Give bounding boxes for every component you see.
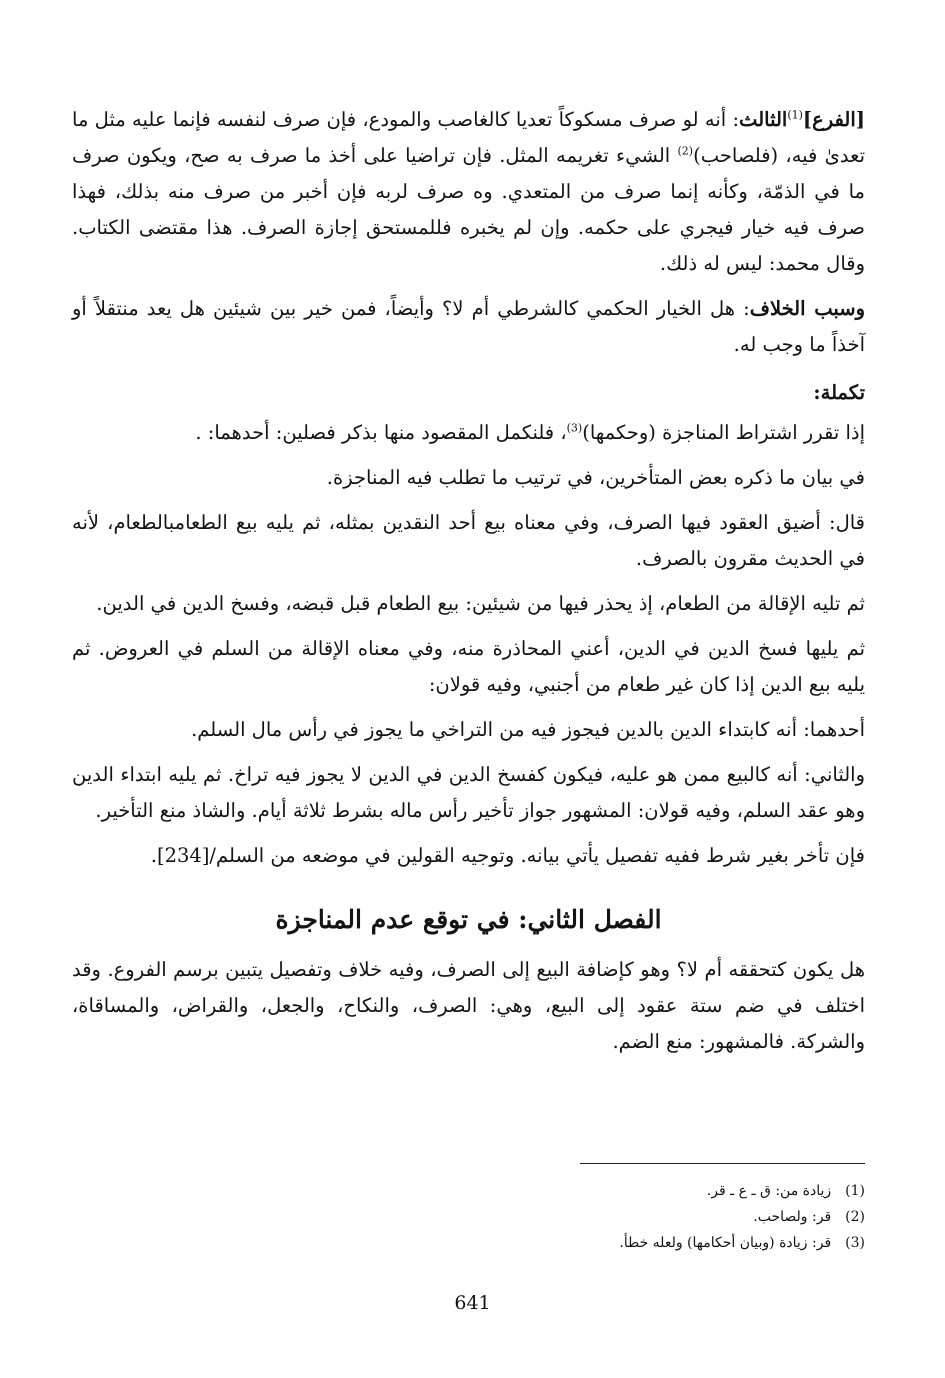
footnote-2-text: قر: ولصاحب.: [753, 1209, 832, 1225]
chapter-title: الفصل الثاني: في توقع عدم المناجزة: [275, 905, 662, 934]
body-text: [72, 102, 865, 1069]
footnote-ref-3: (3): [566, 421, 583, 435]
footnote-2: [480, 1204, 865, 1230]
page-number: 641: [454, 1292, 491, 1314]
paragraph-1-text-a: : أنه لو صرف مسكوكاً تعديا كالغاصب والمودع، فإن صرف لنفسه فإنما عليه مثل ما تعدىٰ فيه، (فلصاحب): [72, 108, 865, 167]
paragraph-3-text-b: ، فلنكمل المقصود منها بذكر فصلين: أحدهما: .: [195, 421, 567, 444]
paragraph-6: ثم تليه الإقالة من الطعام، إذ يحذر فيها من شيئين: بيع الطعام قبل قبضه، وفسخ الدين في الدين.: [96, 592, 865, 615]
paragraph-11: هل يكون كتحققه أم لا؟ وهو كإضافة البيع إلى الصرف، وفيه خلاف وتفصيل يتبين برسم الفروع. وقد اختلف في ضم ستة عقود إلى البيع، وهي: الصرف، والنكاح، والجعل، والقراض، والمساقاة، والشركة. فالمشهور: منع الضم.: [72, 958, 865, 1053]
paragraph-2-lead: وسبب الخلاف: [749, 297, 866, 320]
paragraph-1-lead: [الفرع]: [802, 108, 865, 131]
paragraph-9: والثاني: أنه كالبيع ممن هو عليه، فيكون كفسخ الدين في الدين لا يجوز فيه تراخ. ثم يليه ابتداء الدين وهو عقد السلم، وفيه قولان: المشهور جواز تأخير رأس ماله بشرط ثلاثة أيام. والشاذ منع التأخير.: [72, 763, 865, 822]
paragraph-1: [72, 102, 865, 282]
footnote-2-number: (2): [845, 1209, 865, 1225]
paragraph-1-text-b: الشيء تغريمه المثل. فإن تراضيا على أخذ ما صرف به صح، ويكون صرف ما في الذمّة، وكأنه إنما صرف من المتعدي. وه صرف لربه فإن أخبر من صرف منه بذلك، فهذا صرف فيه خيار فيجري على حكمه. وإن لم يخبره فللمستحق إجازة الصرف. هذا مقتضى الكتاب. وقال محمد: ليس له ذلك.: [72, 144, 865, 275]
footnote-3-text: قر: زيادة (وبيان أحكامها) ولعله خطأ.: [619, 1235, 832, 1251]
footnote-divider: [580, 1163, 865, 1164]
paragraph-3-text-a: إذا تقرر اشتراط المناجزة (وحكمها): [582, 421, 865, 444]
section-heading-takmila: تكملة:: [813, 381, 865, 404]
paragraph-10: فإن تأخر بغير شرط ففيه تفصيل يأتي بيانه. وتوجيه القولين في موضعه من السلم/[234].: [150, 844, 865, 867]
footnote-1-number: (1): [845, 1183, 865, 1199]
footnote-1: [480, 1178, 865, 1204]
footnote-ref-1: (1): [787, 108, 803, 122]
paragraph-2: [72, 291, 865, 363]
footnote-3-number: (3): [845, 1235, 865, 1251]
paragraph-7: ثم يليها فسخ الدين في الدين، أعني المحاذرة منه، وفي معناه الإقالة من السلم في العروض. ثم يليه بيع الدين إذا كان غير طعام من أجنبي، وفيه قولان:: [72, 637, 865, 696]
paragraph-3: [72, 415, 865, 451]
paragraph-1-lead-2: الثالث: [739, 108, 788, 131]
paragraph-2-text: : هل الخيار الحكمي كالشرطي أم لا؟ وأيضاً، فمن خير بين شيئين هل يعد منتقلاً أو آخذاً ما وجب له.: [72, 297, 865, 356]
paragraph-4: في بيان ما ذكره بعض المتأخرين، في ترتيب ما تطلب فيه المناجزة.: [326, 466, 865, 489]
paragraph-8: أحدهما: أنه كابتداء الدين بالدين فيجوز فيه من التراخي ما يجوز في رأس مال السلم.: [191, 718, 865, 741]
footnote-1-text: زيادة من: ق ـ ع ـ قر.: [706, 1183, 832, 1199]
footnote-ref-2: (2): [677, 144, 694, 158]
footnote-3: [480, 1230, 865, 1256]
paragraph-5: قال: أضيق العقود فيها الصرف، وفي معناه بيع أحد النقدين بمثله، ثم يليه بيع الطعامبالطعام، لأنه في الحديث مقرون بالصرف.: [72, 511, 865, 570]
footnotes: [480, 1178, 865, 1256]
